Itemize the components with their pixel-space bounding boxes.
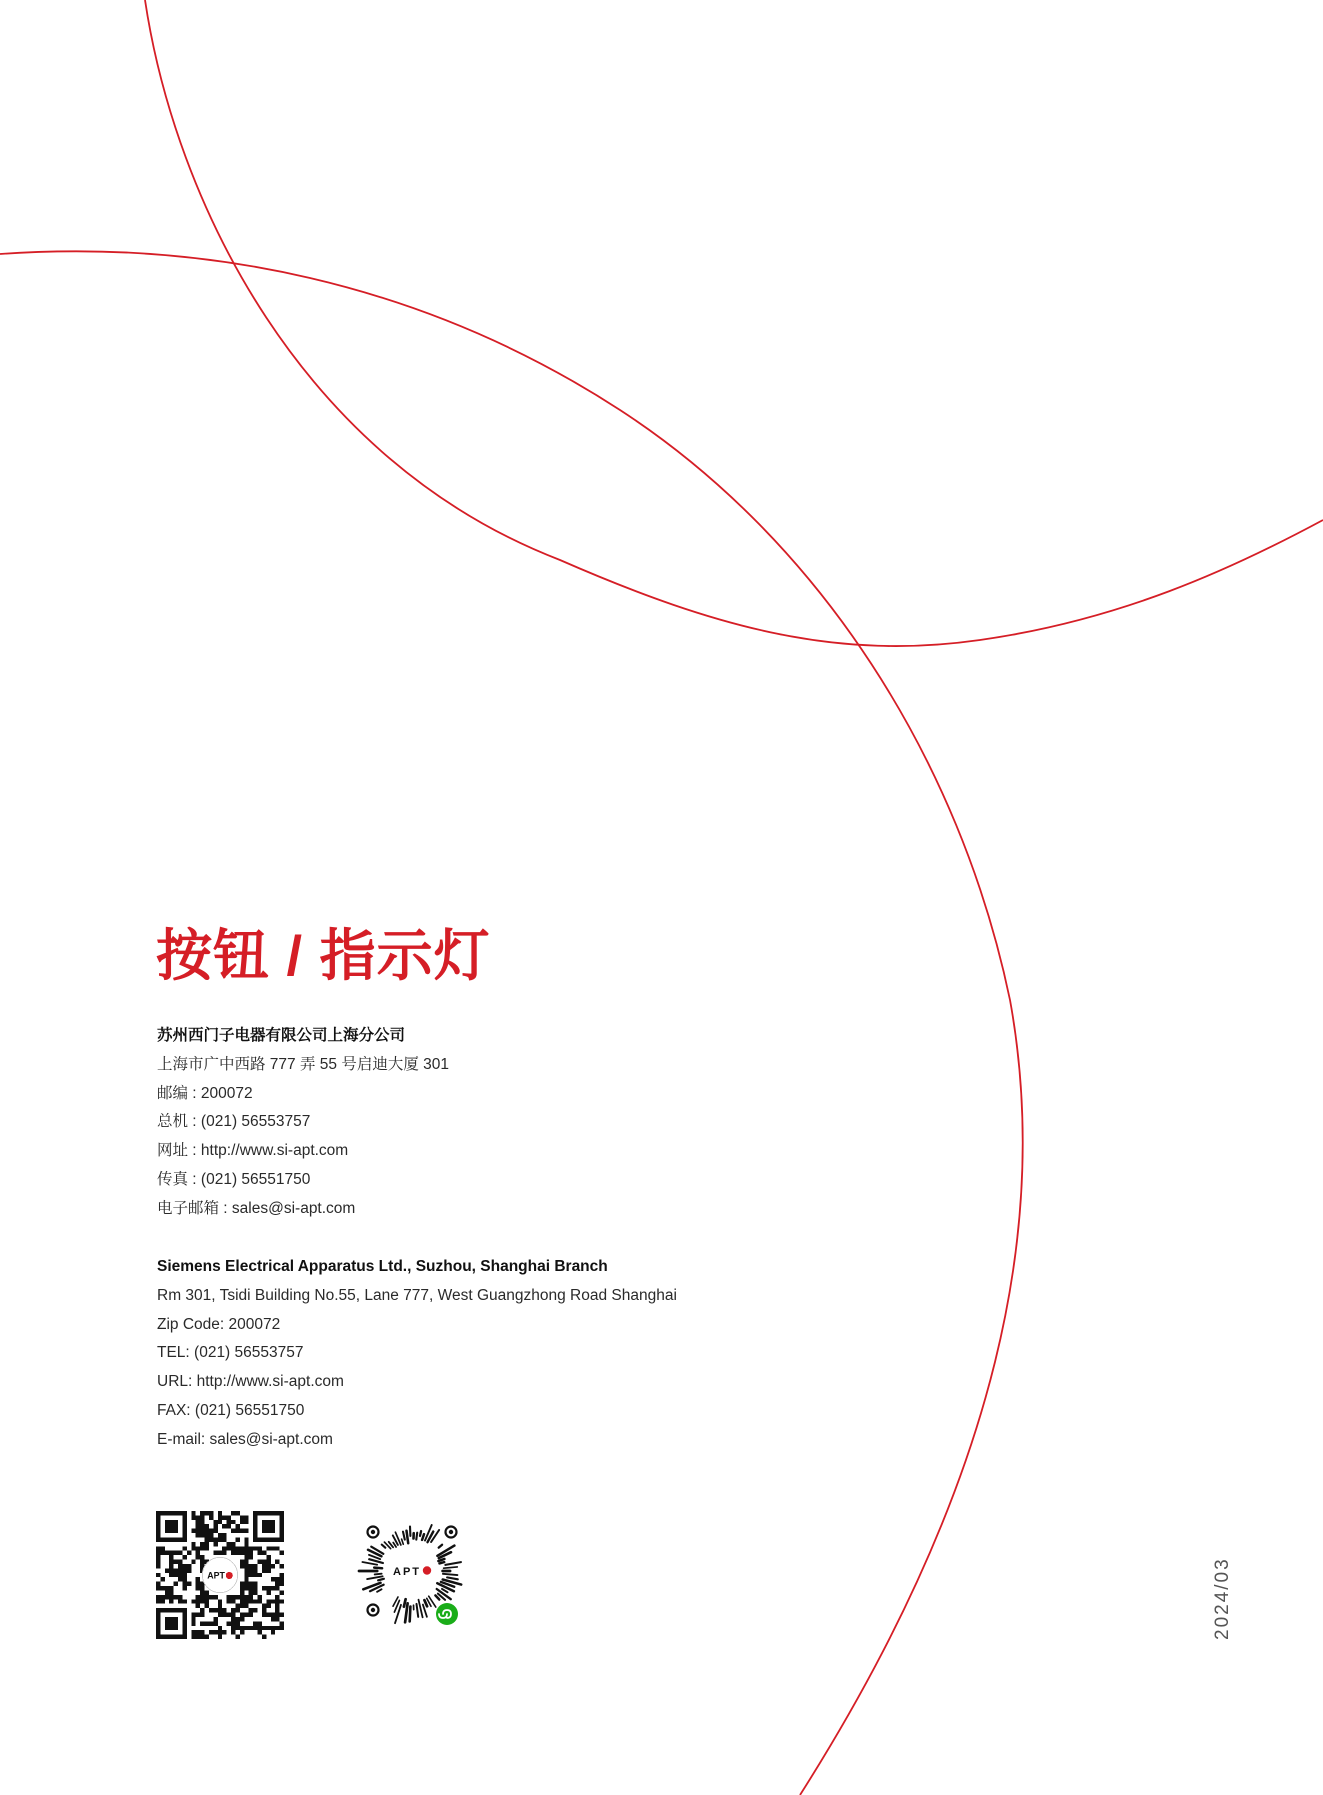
chinese-company-name: 苏州西门子电器有限公司上海分公司 <box>157 1027 406 1044</box>
qr-center-logo <box>202 1557 237 1592</box>
english-zip: Zip Code: 200072 <box>157 1315 281 1333</box>
chinese-fax: 传真 : (021) 56551750 <box>157 1170 311 1188</box>
english-website[interactable]: URL: http://www.si-apt.com <box>157 1373 344 1391</box>
mini-program-center-logo <box>388 1547 436 1595</box>
english-email[interactable]: E-mail: sales@si-apt.com <box>157 1430 333 1448</box>
circle-arc-upper <box>145 0 1323 646</box>
chinese-website[interactable]: 网址 : http://www.si-apt.com <box>157 1142 349 1160</box>
chinese-phone: 总机 : (021) 56553757 <box>157 1113 311 1131</box>
mini-logo-text: APT <box>393 1566 421 1578</box>
qr-logo-text: APT <box>207 1570 225 1581</box>
circle-arc-lower <box>0 251 1023 1795</box>
chinese-contact-block <box>157 1022 449 1224</box>
wechat-qr-code <box>156 1511 284 1639</box>
english-company-name: Siemens Electrical Apparatus Ltd., Suzhou, Shanghai Branch <box>157 1258 608 1275</box>
date-code: 2024/03 <box>1212 1557 1233 1640</box>
chinese-address: 上海市广中西路 777 弄 55 号启迪大厦 301 <box>157 1055 449 1073</box>
mini-program-code <box>351 1510 473 1640</box>
english-fax: FAX: (021) 56551750 <box>157 1401 305 1419</box>
chinese-zip: 邮编 : 200072 <box>157 1084 253 1102</box>
english-contact-block <box>157 1253 677 1455</box>
page-title: 按钮 / 指示灯 <box>156 924 491 987</box>
english-phone: TEL: (021) 56553757 <box>157 1344 304 1362</box>
english-address: Rm 301, Tsidi Building No.55, Lane 777, West Guangzhong Road Shanghai <box>157 1286 677 1304</box>
mini-program-icon <box>436 1603 458 1625</box>
chinese-email[interactable]: 电子邮箱 : sales@si-apt.com <box>157 1199 356 1217</box>
